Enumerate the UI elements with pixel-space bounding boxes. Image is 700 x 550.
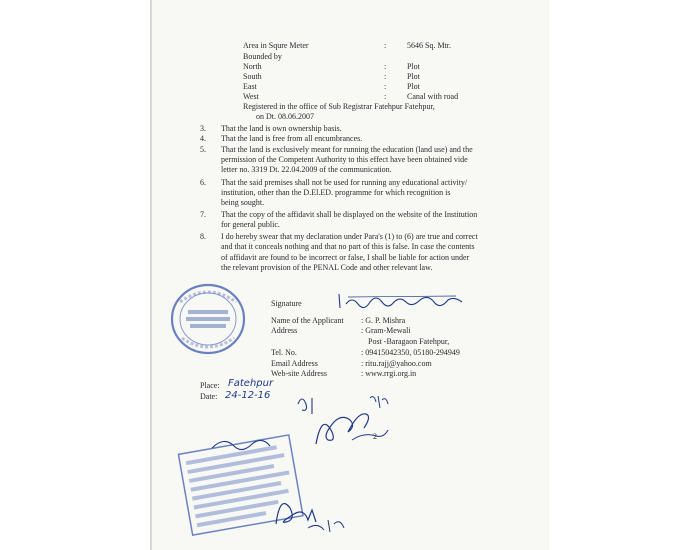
date-handwritten: 24-12-16: [225, 390, 271, 401]
clause-line: letter no. 3319 Dt. 22.04.2009 of the communication.: [221, 165, 392, 174]
clause-line: That the land is own ownership basis.: [221, 124, 342, 133]
registration-line: Registered in the office of Sub Registrar Fatehpur Fatehpur,: [243, 102, 435, 111]
signature-label: Signature: [271, 299, 302, 308]
clause-number: 6.: [200, 178, 206, 187]
place-handwritten: Fatehpur: [228, 378, 274, 389]
clause-line: That the said premises shall not be used for running any educational activity/: [221, 178, 468, 187]
date-label: Date:: [200, 392, 218, 401]
bound-colon: :: [384, 82, 387, 91]
clause-line: I do hereby swear that my declaration under Para's (1) to (6) are true and correct: [221, 232, 478, 241]
clause-line: for general public.: [221, 220, 280, 229]
bound-value: Canal with road: [407, 92, 459, 101]
clause-number: 8.: [200, 232, 206, 241]
website-label: Web-site Address: [271, 369, 328, 378]
notary-round-stamp: [168, 280, 248, 358]
bottom-signature: [268, 490, 350, 536]
clause-line: permission of the Competent Authority to this effect have been obtained vide: [221, 155, 468, 164]
tel-label: Tel. No.: [271, 348, 297, 357]
clause-line: That the land is free from all encumbrances.: [221, 134, 363, 143]
area-value: 5646 Sq. Mtr.: [407, 41, 452, 50]
applicant-label: Name of the Applicant: [271, 316, 344, 325]
clause-line: being sought.: [221, 198, 265, 207]
bound-value: Plot: [407, 62, 420, 71]
page-number: 2: [373, 432, 377, 441]
applicant-value: : G. P. Mishra: [361, 316, 406, 325]
bound-colon: :: [384, 62, 387, 71]
bound-direction: North: [243, 62, 262, 71]
tel-value: : 09415042350, 05180-294949: [361, 348, 460, 357]
clause-number: 4.: [200, 134, 206, 143]
clause-number: 3.: [200, 124, 206, 133]
applicant-signature: [336, 290, 466, 312]
address-label: Address: [271, 326, 298, 335]
clause-line: That the land is exclusively meant for running the education (land use) and the: [221, 145, 473, 154]
bound-colon: :: [384, 72, 387, 81]
area-colon: :: [384, 41, 387, 50]
website-value: : www.rrgi.org.in: [361, 369, 417, 378]
bounded-label: Bounded by: [243, 52, 282, 61]
bound-direction: South: [243, 72, 262, 81]
bound-value: Plot: [407, 82, 420, 91]
clause-line: of affidavit are found to be incorrect or false, I shall be liable for action under: [221, 253, 470, 262]
clause-line: the relevant provision of the PENAL Code and other relevant law.: [221, 263, 433, 272]
email-label: Email Address: [271, 359, 318, 368]
bound-value: Plot: [407, 72, 420, 81]
area-label: Area in Squre Meter: [243, 41, 309, 50]
clause-number: 7.: [200, 210, 206, 219]
bound-direction: West: [243, 92, 259, 101]
address-line-1: : Gram-Mewali: [361, 326, 411, 335]
clause-line: and that it conceals nothing and that no part of this is false. In case the contents: [221, 242, 475, 251]
address-line-2: Post -Baragaon Fatehpur,: [368, 337, 450, 346]
place-label: Place:: [200, 381, 220, 390]
registration-date: on Dt. 08.06.2007: [256, 112, 314, 121]
bound-direction: East: [243, 82, 257, 91]
bound-colon: :: [384, 92, 387, 101]
clause-number: 5.: [200, 145, 206, 154]
clause-line: That the copy of the affidavit shall be displayed on the website of the Institution: [221, 210, 478, 219]
clause-line: institution, other than the D.El.ED. programme for which recognition is: [221, 188, 451, 197]
email-value: : ritu.rajj@yahoo.com: [361, 359, 432, 368]
